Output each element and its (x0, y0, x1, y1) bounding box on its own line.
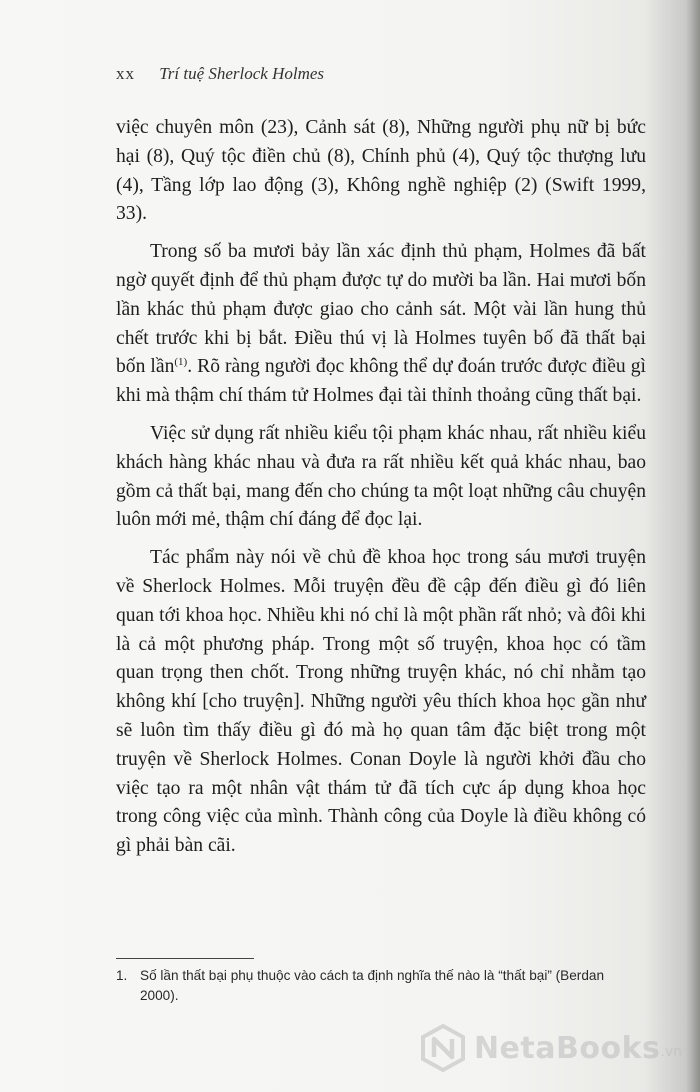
netabooks-logo-icon (418, 1023, 468, 1073)
footnote-divider (116, 958, 254, 959)
page-number: xx (116, 64, 135, 83)
paragraph-2-part-b: . Rõ ràng người đọc không thể dự đoán trước được điều gì khi mà thậm chí thám tử Holmes đại tài thỉnh thoảng cũng thất bại. (116, 356, 646, 407)
footnote-line-2: 2000). (140, 988, 179, 1003)
footnote-reference: (1) (174, 356, 188, 369)
running-head (116, 64, 324, 84)
footnote-text: Số lần thất bại phụ thuộc vào cách ta định nghĩa thế nào là “thất bại” (Berdan (140, 968, 605, 983)
footnote (116, 966, 636, 1006)
paragraph-2 (116, 238, 646, 411)
watermark-domain: .vn (660, 1044, 682, 1060)
footnote-line-1 (116, 966, 636, 986)
watermark-brand: NetaBooks (473, 1030, 661, 1066)
watermark (418, 1020, 682, 1076)
paragraph-1: việc chuyên môn (23), Cảnh sát (8), Những người phụ nữ bị bức hại (8), Quý tộc điền chủ (8), Chính phủ (4), Quý tộc thượng lưu (4), Tầng lớp lao động (3), Không nghề nghiệp (2) (Swift 1999, 33). (116, 117, 646, 225)
footnote-number: 1. (116, 968, 128, 983)
body-text (116, 114, 646, 870)
paragraph-3: Việc sử dụng rất nhiều kiểu tội phạm khác nhau, rất nhiều kiểu khách hàng khác nhau và đưa ra rất nhiều kết quả khác nhau, bao gồm cả thất bại, mang đến cho chúng ta một loạt những câu chuyện luôn mới mẻ, thậm chí đáng để đọc lại. (116, 422, 646, 531)
book-title: Trí tuệ Sherlock Holmes (159, 64, 325, 83)
paragraph-4: Tác phẩm này nói về chủ đề khoa học trong sáu mươi truyện về Sherlock Holmes. Mỗi truyện đều đề cập đến điều gì đó liên quan tới khoa học. Nhiều khi nó chỉ là một phần rất nhỏ; và đôi khi là cả một phương pháp. Trong một số truyện, khoa học có tầm quan trọng then chốt. Trong những truyện khác, nó chỉ nhằm tạo không khí [cho truyện]. Những người yêu thích khoa học gần như sẽ luôn tìm thấy điều gì đó mà họ quan tâm đặc biệt trong một truyện về Sherlock Holmes. Conan Doyle là người khởi đầu cho việc tạo ra một nhân vật thám tử đã tích cực áp dụng khoa học trong công việc của mình. Thành công của Doyle là điều không có gì phải bàn cãi. (116, 547, 646, 857)
paragraph-2-part-a: Trong số ba mươi bảy lần xác định thủ phạm, Holmes đã bất ngờ quyết định để thủ phạm được tự do mười ba lần. Hai mươi bốn lần khác thủ phạm được giao cho cảnh sát. Một vài lần hung thủ chết trước khi bị bắt. Điều thú vị là Holmes tuyên bố đã thất bại bốn lần (116, 241, 646, 378)
